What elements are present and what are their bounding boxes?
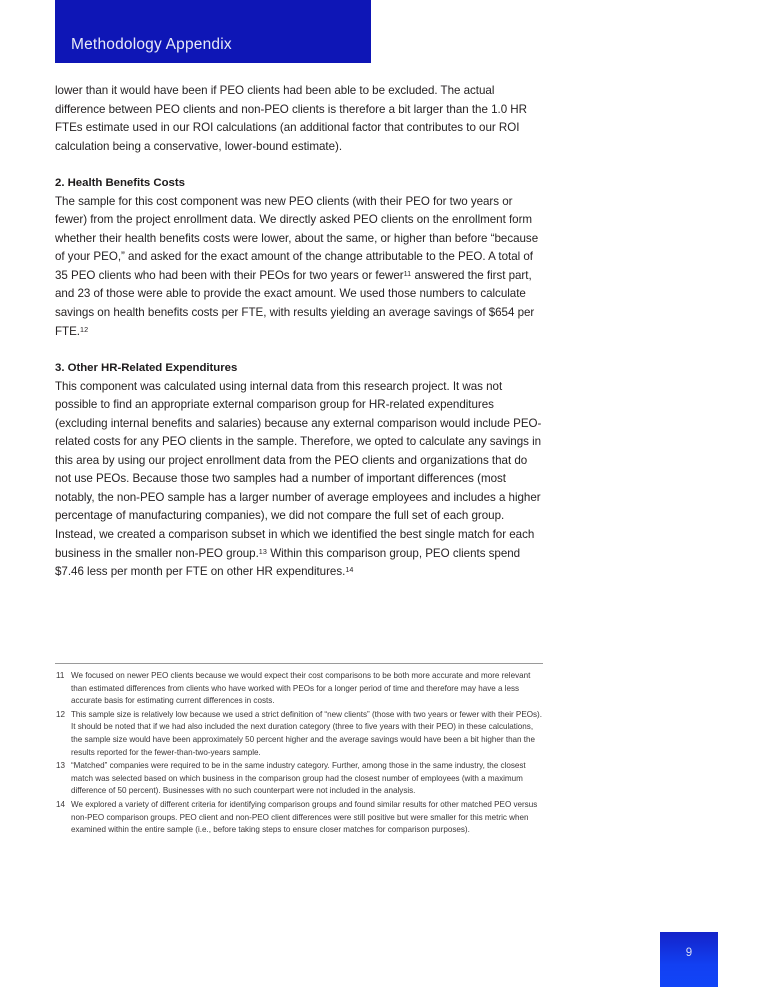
footnote-item: [55, 760, 543, 798]
paragraph-spacer: [55, 156, 543, 174]
footnote-text: “Matched” companies were required to be in the same industry category. Further, among those in the same industry, the closest match was selected based on which business in the comparison group had the closest number of employees (with a maximum difference of 50 percent). Businesses with no such counterpart were not included in the analysis.: [71, 761, 526, 796]
footnote-number: 14: [56, 799, 65, 809]
footnote-text: We focused on newer PEO clients because we would expect their cost comparisons to be both more accurate and more relevant than estimated differences from clients who have worked with PEOs for a longer period of time and therefore may have a less accurate basis for estimating current differences in costs.: [71, 671, 531, 706]
footnote-marker-13[interactable]: 13: [258, 546, 267, 556]
footnote-number: 13: [56, 761, 65, 771]
section-3-paragraph: [55, 378, 543, 582]
footnote-separator-rule: [55, 663, 543, 664]
section-2-paragraph: [55, 193, 543, 341]
footnote-item: [55, 799, 543, 837]
footnote-number: 12: [56, 709, 65, 719]
footnotes-section: [55, 663, 543, 838]
footnote-text: This sample size is relatively low because we used a strict definition of “new clients” (those with two years or fewer with their PEOs). It should be noted that if we had also included the next duration category (three to five years with their PEO) in these calculations, the sample size would have been approximately 50 percent higher and the average savings would have been a bit higher than the results reported for the fewer-than-two-years sample.: [71, 709, 542, 757]
section-3-text-part-a: This component was calculated using internal data from this research project. It was not possible to find an appropriate external comparison group for HR-related expenditures (excluding internal benefits and salaries) because any external comparison would include PEO-related costs for any PEO clients in the sample. Therefore, we opted to calculate any savings in this area by using our project enrollment data from the PEO clients and organizations that do not use PEOs. Because those two samples had a number of important differences (most notably, the non-PEO sample has a larger number of average employees and includes a higher percentage of manufacturing companies), we did not compare the full set of each group. Instead, we created a comparison subset in which we identified the best single match for each business in the smaller non-PEO group.: [55, 379, 542, 560]
footnote-item: [55, 709, 543, 759]
page-number: 9: [685, 947, 693, 959]
section-heading-other-hr-related-expenditures: 3. Other HR-Related Expenditures: [55, 362, 238, 375]
footnote-text: We explored a variety of different criteria for identifying comparison groups and found similar results for other matched PEO versus non-PEO comparison groups. PEO client and non-PEO client differences were still positive but were smaller for this metric when examined within the entire sample (i.e., before taking steps to ensure closer matches for comparison purposes).: [71, 799, 538, 835]
section-2-text-part-a: The sample for this cost component was new PEO clients (with their PEO for two years or fewer) from the project enrollment data. We directly asked PEO clients on the enrollment form whether their health benefits costs were lower, about the same, or higher than before “because of your PEO,” and asked for the exact amount of the change attributable to the PEO. A total of 35 PEO clients who had been with their PEOs for two years or fewer: [55, 194, 539, 282]
footnote-marker-11[interactable]: 11: [403, 268, 412, 278]
footnote-number: 11: [56, 671, 65, 680]
footnote-marker-14[interactable]: 14: [345, 565, 354, 575]
section-heading-health-benefits-costs: 2. Health Benefits Costs: [55, 177, 185, 190]
page-header-banner: [55, 0, 371, 63]
footnote-marker-12[interactable]: 12: [80, 324, 89, 334]
section-3-text-part-b: Within this comparison group, PEO clients spend $7.46 less per month per FTE on other HR expenditures.: [55, 546, 521, 579]
page-header-title: Methodology Appendix: [71, 35, 232, 53]
section-2-text-part-b: answered the first part, and 23 of those were able to provide the exact amount. We used those numbers to calculate savings on health benefits costs per FTE, with results yielding an average savings of $654 per FTE.: [55, 268, 535, 338]
footnote-item: [55, 670, 543, 708]
continuation-paragraph: lower than it would have been if PEO clients had been able to be excluded. The actual difference between PEO clients and non-PEO clients is therefore a bit larger than the 1.0 HR FTEs estimate used in our ROI calculations (an additional factor that contributes to our ROI calculation being a conservative, lower-bound estimate).: [55, 84, 527, 153]
paragraph-spacer: [55, 341, 543, 359]
main-content-column: [55, 82, 543, 582]
page-number-box: [660, 932, 718, 987]
